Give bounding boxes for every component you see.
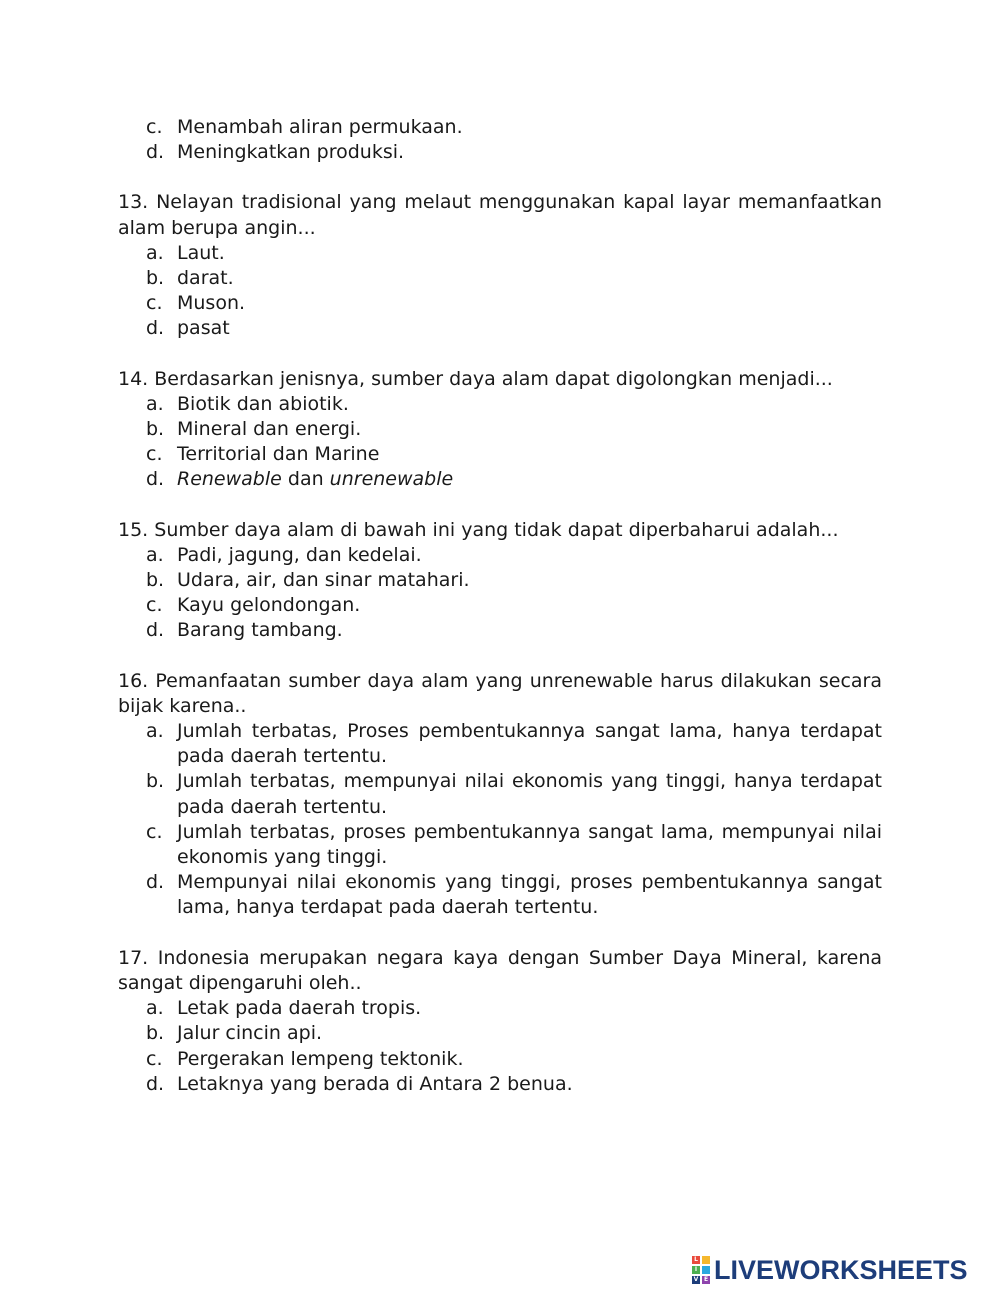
question-text: 13. Nelayan tradisional yang melaut menggunakan kapal layar memanfaatkan alam berupa angin... [118,191,882,239]
question-text: 15. Sumber daya alam di bawah ini yang tidak dapat diperbaharui adalah... [118,518,839,541]
option-letter: d. [146,619,165,642]
option-c [118,1047,882,1072]
option-text: Jumlah terbatas, Proses pembentukannya sangat lama, hanya terdapat pada daerah tertentu. [177,720,882,768]
option-letter: b. [146,418,165,441]
option-b [118,568,882,593]
option-d [118,618,882,643]
option-a [118,241,882,266]
question-12-continuation [118,115,882,165]
logo-block: L [692,1256,700,1264]
option-text [177,467,882,492]
question-13 [118,190,882,341]
option-a [118,392,882,417]
option-letter: a. [146,392,164,415]
option-a [118,543,882,568]
options-list [118,543,882,644]
option-a [118,996,882,1021]
worksheet-page [118,115,882,1122]
option-d [118,316,882,341]
option-b [118,417,882,442]
option-letter: c. [146,443,163,466]
question-text: 14. Berdasarkan jenisnya, sumber daya alam dapat digolongkan menjadi... [118,367,833,390]
options-list [118,719,882,921]
option-text: Jumlah terbatas, mempunyai nilai ekonomis yang tinggi, hanya terdapat pada daerah tertentu. [177,770,882,818]
italic-term-renewable: Renewable [177,468,282,491]
question-14 [118,367,882,493]
option-letter: a. [146,997,164,1020]
option-letter: d. [146,1072,165,1095]
option-letter: c. [146,1047,163,1070]
option-b [118,769,882,819]
option-letter: a. [146,241,164,264]
question-15 [118,518,882,644]
options-list [118,996,882,1097]
option-text: Letak pada daerah tropis. [177,997,422,1020]
option-letter: d. [146,871,165,894]
liveworksheets-logo [692,1255,968,1285]
question-16 [118,669,882,921]
options-list [118,115,882,165]
option-d [118,140,882,165]
option-d [118,467,882,492]
option-letter: d. [146,468,165,491]
italic-term-unrenewable: unrenewable [329,468,454,491]
option-d [118,870,882,920]
option-text: Jalur cincin api. [177,1022,323,1045]
option-text: Kayu gelondongan. [177,594,361,617]
logo-block: E [703,1276,709,1283]
option-text: Barang tambang. [177,619,343,642]
question-17 [118,946,882,1097]
option-text: darat. [177,267,234,290]
options-list [118,392,882,493]
question-text: 17. Indonesia merupakan negara kaya dengan Sumber Daya Mineral, karena sangat dipengaruhi oleh.. [118,946,882,994]
option-letter: d. [146,141,165,164]
option-c [118,593,882,618]
option-b [118,1021,882,1046]
option-c [118,442,882,467]
option-text: Biotik dan abiotik. [177,392,349,415]
option-letter: c. [146,292,163,315]
option-letter: a. [146,720,164,743]
options-list [118,241,882,342]
option-letter: b. [146,770,165,793]
option-letter: b. [146,267,165,290]
logo-block: I [692,1266,700,1274]
option-text: Jumlah terbatas, proses pembentukannya sangat lama, mempunyai nilai ekonomis yang tinggi. [177,820,882,869]
option-d [118,1072,882,1097]
option-text: Mempunyai nilai ekonomis yang tinggi, proses pembentukannya sangat lama, hanya terdapat pada daerah tertentu. [177,871,882,919]
option-text: Padi, jagung, dan kedelai. [177,543,422,566]
logo-block [702,1266,710,1274]
option-text: Meningkatkan produksi. [177,141,405,164]
option-text: pasat [177,317,230,340]
option-text: Territorial dan Marine [177,443,380,466]
option-letter: b. [146,569,165,592]
option-letter: a. [146,543,164,566]
option-text: Menambah aliran permukaan. [177,116,463,138]
option-letter: c. [146,594,163,617]
logo-block [702,1256,710,1264]
option-text: Letaknya yang berada di Antara 2 benua. [177,1072,573,1095]
option-text: Mineral dan energi. [177,418,362,441]
option-c [118,820,882,870]
conjunction-text: dan [281,468,330,491]
option-text: Laut. [177,241,225,264]
option-text: Udara, air, dan sinar matahari. [177,569,470,592]
logo-text: LIVEWORKSHEETS [714,1254,968,1285]
option-text: Muson. [177,292,246,315]
option-letter: d. [146,317,165,340]
option-c [118,291,882,316]
logo-block: V [693,1276,699,1283]
option-a [118,719,882,769]
option-text: Pergerakan lempeng tektonik. [177,1047,464,1070]
option-letter: b. [146,1022,165,1045]
question-text: 16. Pemanfaatan sumber daya alam yang unrenewable harus dilakukan secara bijak karena.. [118,669,882,717]
option-letter: c. [146,116,163,138]
option-letter: c. [146,820,163,843]
logo-mark-icon [692,1256,710,1284]
option-c [118,115,882,140]
option-b [118,266,882,291]
